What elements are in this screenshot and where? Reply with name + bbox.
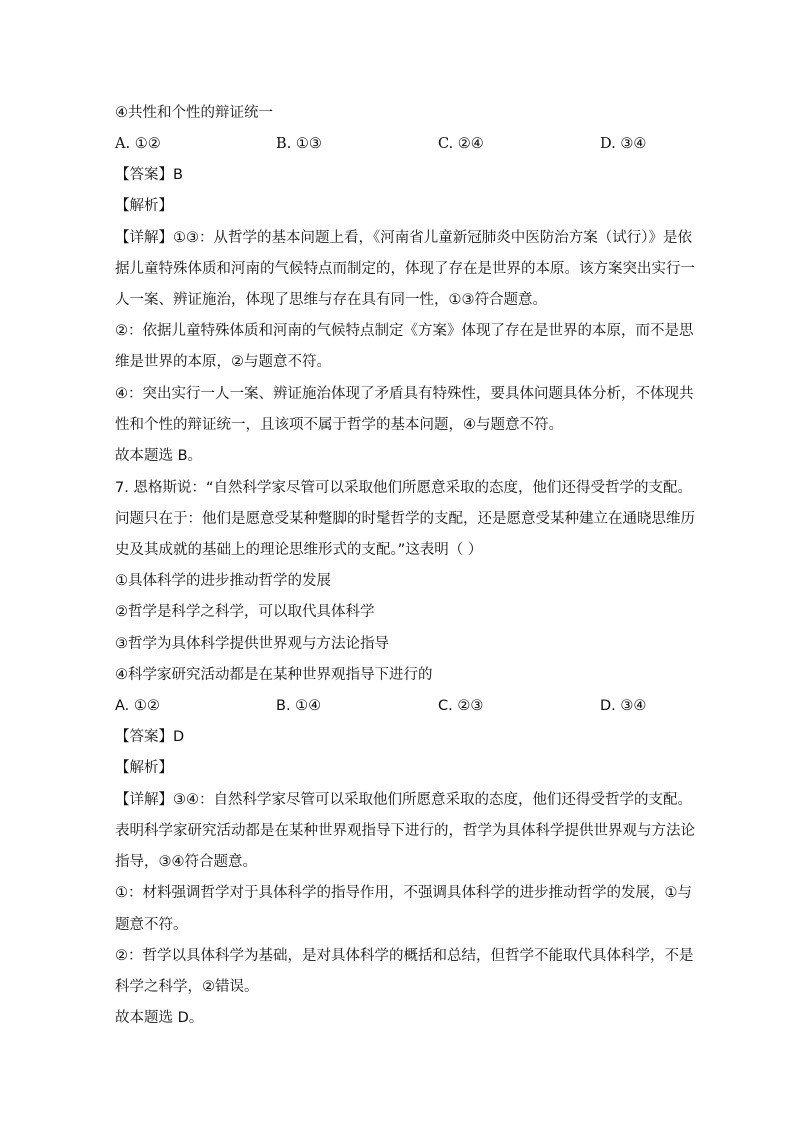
- detail-line: 科学之科学，②错误。: [115, 979, 259, 995]
- detail-line: 【详解】①③：从哲学的基本问题上看，《河南省儿童新冠肺炎中医防治方案（试行）》是依: [115, 230, 692, 246]
- choice-a: A. ①②: [115, 136, 161, 152]
- conclusion-line: 故本题选 B。: [115, 448, 203, 464]
- question-7-stem: 史及其成就的基础上的理论思维形式的支配。”这表明（ ）: [115, 542, 483, 558]
- choice-d: D. ③④: [600, 698, 647, 714]
- detail-line: 题意不符。: [115, 917, 188, 933]
- question-7-stem: 7. 恩格斯说：“自然科学家尽管可以采取他们所愿意采取的态度，他们还得受哲学的支配。: [115, 480, 692, 496]
- answer-label: 【答案】B: [115, 167, 183, 183]
- detail-line: 人一案、辨证施治，体现了思维与存在具有同一性，①③符合题意。: [115, 292, 547, 308]
- conclusion-line: 故本题选 D。: [115, 1010, 204, 1026]
- choice-a: A. ①②: [115, 698, 160, 714]
- detail-line: ②：依据儿童特殊体质和河南的气候特点制定《方案》体现了存在是世界的本原，而不是思: [115, 323, 694, 339]
- question-7-option: ③哲学为具体科学提供世界观与方法论指导: [115, 636, 389, 652]
- detail-line: 维是世界的本原，②与题意不符。: [115, 354, 331, 370]
- question-7-option: ①具体科学的进步推动哲学的发展: [115, 573, 331, 589]
- answer-label: 【答案】D: [115, 729, 185, 745]
- choice-b: B. ①④: [276, 698, 322, 714]
- analysis-label: 【解析】: [115, 760, 173, 776]
- question-7-option: ④科学家研究活动都是在某种世界观指导下进行的: [115, 667, 433, 683]
- detail-line: ①：材料强调哲学对于具体科学的指导作用，不强调具体科学的进步推动哲学的发展，①与: [115, 885, 692, 901]
- choice-d: D. ③④: [600, 136, 647, 152]
- detail-line: 性和个性的辩证统一，且该项不属于哲学的基本问题，④与题意不符。: [115, 417, 563, 433]
- detail-line: 据儿童特殊体质和河南的气候特点而制定的，体现了存在是世界的本原。该方案突出实行一: [115, 261, 695, 277]
- question-7-option: ②哲学是科学之科学，可以取代具体科学: [115, 604, 375, 620]
- choice-b: B. ①③: [276, 136, 322, 152]
- detail-line: 【详解】③④：自然科学家尽管可以采取他们所愿意采取的态度，他们还得受哲学的支配。: [115, 792, 692, 808]
- analysis-label: 【解析】: [115, 198, 173, 214]
- question-7-stem: 问题只在于：他们是愿意受某种蹩脚的时髦哲学的支配，还是愿意受某种建立在通晓思维历: [115, 511, 695, 527]
- choice-c: C. ②③: [438, 698, 484, 714]
- choice-c: C. ②④: [438, 136, 484, 152]
- detail-line: ②：哲学以具体科学为基础，是对具体科学的概括和总结，但哲学不能取代具体科学，不是: [115, 948, 694, 964]
- detail-line: 指导，③④符合题意。: [115, 854, 257, 870]
- detail-line: 表明科学家研究活动都是在某种世界观指导下进行的，哲学为具体科学提供世界观与方法论: [115, 823, 695, 839]
- detail-line: ④：突出实行一人一案、辨证施治体现了矛盾具有特殊性，要具体问题具体分析，不体现共: [115, 386, 694, 402]
- option-4-text: ④共性和个性的辩证统一: [115, 105, 273, 121]
